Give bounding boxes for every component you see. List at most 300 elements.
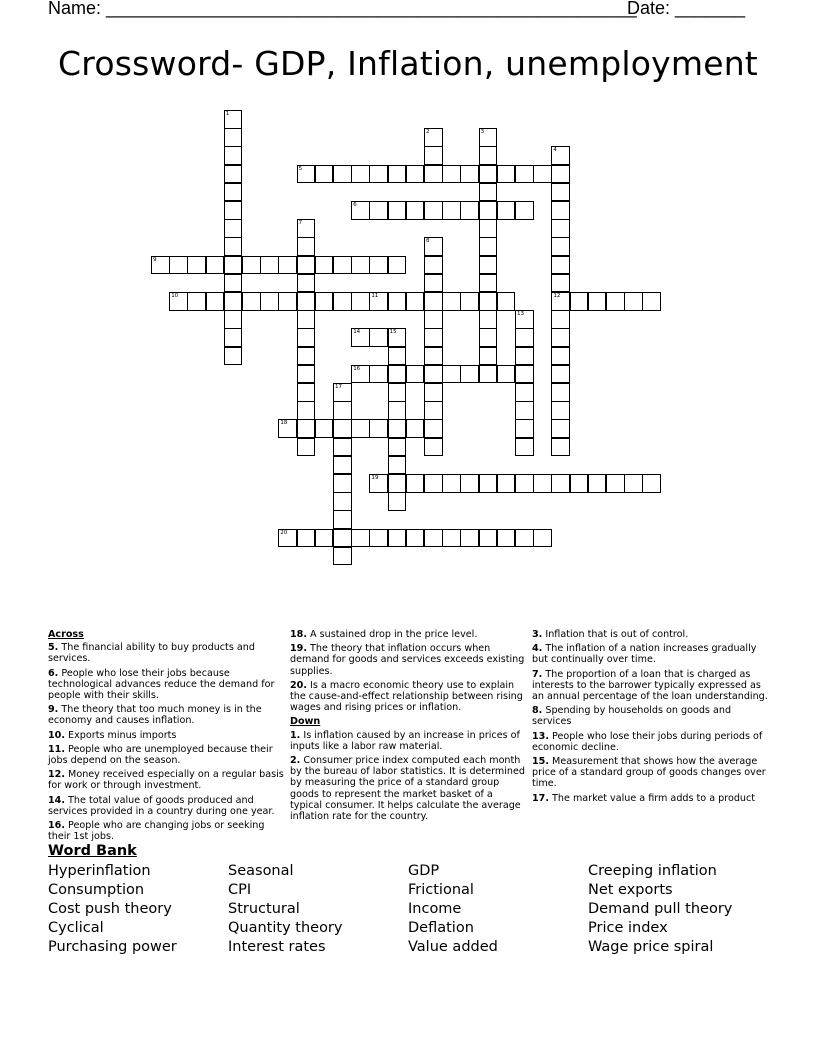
grid-cell[interactable] bbox=[424, 419, 443, 438]
clue bbox=[532, 669, 768, 703]
grid-cell[interactable] bbox=[551, 256, 570, 275]
grid-cell[interactable] bbox=[388, 419, 407, 438]
grid-cell[interactable] bbox=[460, 201, 479, 220]
clue bbox=[290, 680, 526, 714]
clue-text: The financial ability to buy products and services. bbox=[48, 642, 255, 665]
clue-number: 18 bbox=[280, 420, 288, 427]
grid-cell[interactable] bbox=[442, 165, 461, 184]
grid-cell[interactable] bbox=[642, 474, 661, 493]
grid-cell[interactable] bbox=[479, 474, 498, 493]
grid-cell[interactable] bbox=[515, 328, 534, 347]
grid-cell[interactable] bbox=[351, 328, 370, 347]
grid-cell[interactable] bbox=[297, 219, 316, 238]
grid-cell[interactable] bbox=[533, 165, 552, 184]
grid-cell[interactable] bbox=[333, 474, 352, 493]
clue bbox=[48, 642, 284, 664]
grid-cell[interactable] bbox=[388, 456, 407, 475]
grid-cell[interactable] bbox=[406, 365, 425, 384]
clue-text: A sustained drop in the price level. bbox=[307, 629, 478, 640]
grid-cell[interactable] bbox=[388, 529, 407, 548]
grid-cell[interactable] bbox=[515, 310, 534, 329]
grid-cell[interactable] bbox=[315, 165, 334, 184]
grid-cell[interactable] bbox=[187, 256, 206, 275]
grid-cell[interactable] bbox=[388, 474, 407, 493]
grid-cell[interactable] bbox=[351, 529, 370, 548]
grid-cell[interactable] bbox=[369, 529, 388, 548]
page-title: Crossword- GDP, Inflation, unemployment bbox=[58, 44, 758, 83]
grid-cell[interactable] bbox=[224, 219, 243, 238]
grid-cell[interactable] bbox=[369, 328, 388, 347]
grid-cell[interactable] bbox=[388, 365, 407, 384]
grid-cell[interactable] bbox=[369, 474, 388, 493]
clue-number-label: 2. bbox=[290, 755, 301, 767]
grid-cell[interactable] bbox=[406, 529, 425, 548]
grid-cell[interactable] bbox=[369, 419, 388, 438]
clue-text: The theory that too much money is in the economy and causes inflation. bbox=[48, 704, 262, 727]
word-bank-item: Creeping inflation bbox=[588, 863, 717, 879]
grid-cell[interactable] bbox=[606, 474, 625, 493]
clue-number: 16 bbox=[353, 365, 361, 372]
grid-cell[interactable] bbox=[424, 201, 443, 220]
grid-cell[interactable] bbox=[224, 165, 243, 184]
clue-number-label: 18. bbox=[290, 629, 307, 640]
grid-cell[interactable] bbox=[424, 237, 443, 256]
grid-cell[interactable] bbox=[260, 292, 279, 311]
grid-cell[interactable] bbox=[460, 292, 479, 311]
clue-text: People who are unemployed because their jobs depend on the season. bbox=[48, 743, 273, 767]
grid-cell[interactable] bbox=[515, 419, 534, 438]
grid-cell[interactable] bbox=[551, 310, 570, 329]
grid-cell[interactable] bbox=[551, 201, 570, 220]
grid-cell[interactable] bbox=[315, 419, 334, 438]
grid-cell[interactable] bbox=[479, 165, 498, 184]
down-heading: Down bbox=[290, 716, 321, 728]
clues-column-2 bbox=[290, 629, 526, 825]
grid-cell[interactable] bbox=[551, 183, 570, 202]
grid-cell[interactable] bbox=[515, 365, 534, 384]
grid-cell[interactable] bbox=[224, 128, 243, 147]
grid-cell[interactable] bbox=[551, 219, 570, 238]
grid-cell[interactable] bbox=[442, 474, 461, 493]
clue-number: 8 bbox=[426, 238, 430, 245]
grid-cell[interactable] bbox=[551, 401, 570, 420]
grid-cell[interactable] bbox=[479, 183, 498, 202]
clue-number-label: 12. bbox=[48, 769, 65, 781]
grid-cell[interactable] bbox=[297, 274, 316, 293]
word-bank-item: GDP bbox=[408, 863, 440, 879]
word-bank-item: Seasonal bbox=[228, 863, 294, 879]
clue-number: 13 bbox=[517, 311, 524, 318]
clue-text: People who lose their jobs during periods of economic decline. bbox=[532, 730, 763, 753]
grid-cell[interactable] bbox=[333, 419, 352, 438]
grid-cell[interactable] bbox=[497, 165, 516, 184]
grid-cell[interactable] bbox=[169, 292, 188, 311]
grid-cell[interactable] bbox=[570, 474, 589, 493]
grid-cell[interactable] bbox=[588, 292, 607, 311]
clue-text: Money received especially on a regular basis for work or through investment. bbox=[48, 769, 284, 792]
grid-cell[interactable] bbox=[551, 165, 570, 184]
grid-cell[interactable] bbox=[206, 256, 225, 275]
grid-cell[interactable] bbox=[297, 365, 316, 384]
grid-cell[interactable] bbox=[333, 547, 352, 566]
grid-cell[interactable] bbox=[224, 310, 243, 329]
grid-cell[interactable] bbox=[406, 419, 425, 438]
clue-text: The total value of goods produced and services provided in a country during one year. bbox=[48, 794, 275, 817]
word-bank-item: CPI bbox=[228, 882, 252, 898]
grid-cell[interactable] bbox=[460, 474, 479, 493]
grid-cell[interactable] bbox=[515, 383, 534, 402]
grid-cell[interactable] bbox=[151, 256, 170, 275]
grid-cell[interactable] bbox=[515, 201, 534, 220]
grid-cell[interactable] bbox=[169, 256, 188, 275]
grid-cell[interactable] bbox=[224, 347, 243, 366]
clue-text: The inflation of a nation increases gradually but continually over time. bbox=[532, 643, 757, 666]
clue-number-label: 6. bbox=[48, 667, 59, 679]
grid-cell[interactable] bbox=[424, 474, 443, 493]
grid-cell[interactable] bbox=[369, 365, 388, 384]
word-bank-item: Price index bbox=[588, 920, 668, 936]
grid-cell[interactable] bbox=[424, 383, 443, 402]
word-bank-item: Interest rates bbox=[228, 939, 326, 955]
grid-cell[interactable] bbox=[333, 256, 352, 275]
clue bbox=[532, 731, 768, 753]
clue bbox=[290, 730, 526, 752]
clue-number: 10 bbox=[171, 293, 179, 299]
word-bank-item: Cyclical bbox=[48, 920, 104, 936]
grid-cell[interactable] bbox=[624, 292, 643, 311]
clue-text: The market value a firm adds to a product bbox=[549, 792, 756, 804]
word-bank-item: Wage price spiral bbox=[588, 939, 714, 955]
clue-number-label: 7. bbox=[532, 668, 543, 680]
grid-cell[interactable] bbox=[278, 292, 297, 311]
clue-number: 4 bbox=[553, 147, 557, 154]
clue-number-label: 1. bbox=[290, 729, 301, 741]
grid-cell[interactable] bbox=[479, 201, 498, 220]
clue bbox=[290, 629, 526, 640]
grid-cell[interactable] bbox=[642, 292, 661, 311]
grid-cell[interactable] bbox=[570, 292, 589, 311]
grid-cell[interactable] bbox=[515, 401, 534, 420]
grid-cell[interactable] bbox=[242, 256, 261, 275]
grid-cell[interactable] bbox=[479, 128, 498, 147]
grid-cell[interactable] bbox=[460, 165, 479, 184]
grid-cell[interactable] bbox=[388, 347, 407, 366]
clue-text: Spending by households on goods and services bbox=[532, 705, 732, 728]
grid-cell[interactable] bbox=[424, 438, 443, 457]
clue-number: 7 bbox=[298, 220, 303, 227]
grid-cell[interactable] bbox=[515, 438, 534, 457]
clue bbox=[48, 704, 284, 726]
grid-cell[interactable] bbox=[551, 292, 570, 311]
grid-cell[interactable] bbox=[369, 256, 388, 275]
clue-number-label: 13. bbox=[532, 730, 549, 742]
grid-cell[interactable] bbox=[297, 256, 316, 275]
grid-cell[interactable] bbox=[424, 365, 443, 384]
grid-cell[interactable] bbox=[388, 292, 407, 311]
grid-cell[interactable] bbox=[369, 292, 388, 311]
clue-number-label: 16. bbox=[48, 820, 65, 832]
grid-cell[interactable] bbox=[333, 456, 352, 475]
grid-cell[interactable] bbox=[497, 474, 516, 493]
clue bbox=[532, 705, 768, 727]
clue bbox=[290, 755, 526, 822]
grid-cell[interactable] bbox=[224, 237, 243, 256]
clue-text: Exports minus imports bbox=[65, 729, 177, 741]
grid-cell[interactable] bbox=[388, 256, 407, 275]
grid-cell[interactable] bbox=[315, 256, 334, 275]
grid-cell[interactable] bbox=[551, 474, 570, 493]
grid-cell[interactable] bbox=[333, 492, 352, 511]
grid-cell[interactable] bbox=[497, 529, 516, 548]
grid-cell[interactable] bbox=[442, 201, 461, 220]
grid-cell[interactable] bbox=[479, 256, 498, 275]
word-bank-item: Quantity theory bbox=[228, 920, 343, 936]
grid-cell[interactable] bbox=[479, 146, 498, 165]
clue-number-label: 11. bbox=[48, 743, 65, 755]
grid-cell[interactable] bbox=[551, 274, 570, 293]
clue-number-label: 20. bbox=[290, 679, 307, 691]
grid-cell[interactable] bbox=[297, 383, 316, 402]
grid-cell[interactable] bbox=[515, 529, 534, 548]
clue-text: Is inflation caused by an increase in prices of inputs like a labor raw material. bbox=[290, 729, 520, 752]
clue-number-label: 9. bbox=[48, 704, 59, 716]
word-bank-item: Hyperinflation bbox=[48, 863, 151, 879]
across-heading: Across bbox=[48, 629, 84, 640]
date-field: Date: _______ bbox=[627, 0, 746, 18]
grid-cell[interactable] bbox=[260, 256, 279, 275]
grid-cell[interactable] bbox=[333, 401, 352, 420]
grid-cell[interactable] bbox=[333, 438, 352, 457]
grid-cell[interactable] bbox=[479, 237, 498, 256]
clue-text: Inflation that is out of control. bbox=[542, 629, 689, 640]
grid-cell[interactable] bbox=[406, 165, 425, 184]
grid-cell[interactable] bbox=[533, 529, 552, 548]
grid-cell[interactable] bbox=[369, 201, 388, 220]
grid-cell[interactable] bbox=[297, 165, 316, 184]
word-bank-item: Deflation bbox=[408, 920, 474, 936]
grid-cell[interactable] bbox=[297, 419, 316, 438]
clues-column-1 bbox=[48, 629, 284, 845]
grid-cell[interactable] bbox=[351, 292, 370, 311]
word-bank-item: Frictional bbox=[408, 882, 474, 898]
name-field: Name: _____________________________________________________ bbox=[48, 0, 637, 18]
clue-number: 5 bbox=[298, 165, 303, 172]
grid-cell[interactable] bbox=[388, 438, 407, 457]
grid-cell[interactable] bbox=[297, 347, 316, 366]
grid-cell[interactable] bbox=[224, 274, 243, 293]
grid-cell[interactable] bbox=[224, 292, 243, 311]
grid-cell[interactable] bbox=[533, 474, 552, 493]
clue-number-label: 4. bbox=[532, 643, 543, 655]
grid-cell[interactable] bbox=[224, 201, 243, 220]
clue-number: 9 bbox=[153, 256, 157, 263]
grid-cell[interactable] bbox=[406, 474, 425, 493]
grid-cell[interactable] bbox=[333, 529, 352, 548]
grid-cell[interactable] bbox=[606, 292, 625, 311]
grid-cell[interactable] bbox=[551, 328, 570, 347]
clue bbox=[48, 730, 284, 741]
grid-cell[interactable] bbox=[297, 237, 316, 256]
grid-cell[interactable] bbox=[388, 165, 407, 184]
word-bank-item: Structural bbox=[228, 901, 300, 917]
clue bbox=[48, 744, 284, 766]
grid-cell[interactable] bbox=[551, 383, 570, 402]
grid-cell[interactable] bbox=[479, 292, 498, 311]
grid-cell[interactable] bbox=[388, 201, 407, 220]
grid-cell[interactable] bbox=[515, 474, 534, 493]
grid-cell[interactable] bbox=[388, 492, 407, 511]
grid-cell[interactable] bbox=[351, 365, 370, 384]
grid-cell[interactable] bbox=[424, 347, 443, 366]
grid-cell[interactable] bbox=[315, 529, 334, 548]
clue-number: 15 bbox=[389, 329, 397, 336]
grid-cell[interactable] bbox=[424, 328, 443, 347]
grid-cell[interactable] bbox=[479, 219, 498, 238]
clue-number: 20 bbox=[280, 529, 288, 536]
grid-cell[interactable] bbox=[497, 292, 516, 311]
grid-cell[interactable] bbox=[388, 383, 407, 402]
grid-cell[interactable] bbox=[624, 474, 643, 493]
grid-cell[interactable] bbox=[479, 328, 498, 347]
clue-number: 17 bbox=[335, 384, 342, 390]
clue-number-label: 3. bbox=[532, 629, 543, 640]
word-bank-item: Demand pull theory bbox=[588, 901, 733, 917]
grid-cell[interactable] bbox=[442, 529, 461, 548]
grid-cell[interactable] bbox=[515, 347, 534, 366]
grid-cell[interactable] bbox=[442, 365, 461, 384]
word-bank-item: Income bbox=[408, 901, 462, 917]
grid-cell[interactable] bbox=[333, 292, 352, 311]
word-bank-title: Word Bank bbox=[48, 843, 137, 859]
grid-cell[interactable] bbox=[424, 529, 443, 548]
grid-cell[interactable] bbox=[479, 274, 498, 293]
grid-cell[interactable] bbox=[297, 292, 316, 311]
grid-cell[interactable] bbox=[278, 419, 297, 438]
grid-cell[interactable] bbox=[333, 383, 352, 402]
clue-number-label: 19. bbox=[290, 643, 307, 655]
grid-cell[interactable] bbox=[224, 328, 243, 347]
grid-cell[interactable] bbox=[224, 146, 243, 165]
grid-cell[interactable] bbox=[424, 146, 443, 165]
word-bank-item: Value added bbox=[408, 939, 498, 955]
grid-cell[interactable] bbox=[242, 292, 261, 311]
grid-cell[interactable] bbox=[479, 347, 498, 366]
clue-number: 3 bbox=[480, 129, 485, 136]
clue-number: 11 bbox=[371, 293, 379, 299]
clue-number-label: 17. bbox=[532, 792, 549, 804]
grid-cell[interactable] bbox=[424, 401, 443, 420]
clue-text: The theory that inflation occurs when demand for goods and services exceeds existing supplies. bbox=[290, 643, 525, 677]
grid-cell[interactable] bbox=[588, 474, 607, 493]
clues-column-3 bbox=[532, 629, 768, 807]
word-bank-item: Cost push theory bbox=[48, 901, 172, 917]
grid-cell[interactable] bbox=[224, 110, 243, 129]
clue-number-label: 10. bbox=[48, 729, 65, 741]
grid-cell[interactable] bbox=[497, 365, 516, 384]
grid-cell[interactable] bbox=[351, 256, 370, 275]
word-bank-item: Net exports bbox=[588, 882, 673, 898]
grid-cell[interactable] bbox=[406, 201, 425, 220]
grid-cell[interactable] bbox=[297, 401, 316, 420]
clue-text: People who lose their jobs because technological advances reduce the demand for people with their skills. bbox=[48, 667, 275, 702]
clue bbox=[532, 756, 768, 790]
grid-cell[interactable] bbox=[369, 165, 388, 184]
clue-text: Measurement that shows how the average price of a standard group of goods changes over time. bbox=[532, 756, 766, 790]
grid-cell[interactable] bbox=[224, 256, 243, 275]
clue bbox=[532, 629, 768, 640]
clue bbox=[290, 643, 526, 677]
clue-text: Is a macro economic theory use to explain the cause-and-effect relationship between rising wages and rising prices or inflation. bbox=[290, 679, 523, 714]
grid-cell[interactable] bbox=[497, 201, 516, 220]
clue-number-label: 15. bbox=[532, 756, 549, 768]
clue bbox=[48, 769, 284, 791]
grid-cell[interactable] bbox=[424, 310, 443, 329]
grid-cell[interactable] bbox=[297, 328, 316, 347]
grid-cell[interactable] bbox=[388, 328, 407, 347]
grid-cell[interactable] bbox=[388, 401, 407, 420]
clue bbox=[48, 795, 284, 817]
grid-cell[interactable] bbox=[278, 256, 297, 275]
grid-cell[interactable] bbox=[424, 292, 443, 311]
word-bank-item: Consumption bbox=[48, 882, 145, 898]
grid-cell[interactable] bbox=[551, 419, 570, 438]
grid-cell[interactable] bbox=[479, 365, 498, 384]
clue-number: 6 bbox=[353, 202, 357, 208]
grid-cell[interactable] bbox=[551, 365, 570, 384]
grid-cell[interactable] bbox=[333, 165, 352, 184]
grid-cell[interactable] bbox=[515, 165, 534, 184]
clue bbox=[48, 668, 284, 702]
clue-number: 14 bbox=[353, 329, 361, 336]
clue-number-label: 14. bbox=[48, 794, 65, 806]
grid-cell[interactable] bbox=[479, 310, 498, 329]
grid-cell[interactable] bbox=[551, 146, 570, 165]
grid-cell[interactable] bbox=[351, 165, 370, 184]
grid-cell[interactable] bbox=[551, 347, 570, 366]
clue-number-label: 8. bbox=[532, 705, 543, 717]
word-bank-item: Purchasing power bbox=[48, 939, 177, 955]
grid-cell[interactable] bbox=[551, 237, 570, 256]
grid-cell[interactable] bbox=[460, 529, 479, 548]
grid-cell[interactable] bbox=[351, 201, 370, 220]
grid-cell[interactable] bbox=[551, 438, 570, 457]
grid-cell[interactable] bbox=[424, 274, 443, 293]
grid-cell[interactable] bbox=[333, 510, 352, 529]
grid-cell[interactable] bbox=[442, 292, 461, 311]
grid-cell[interactable] bbox=[297, 438, 316, 457]
grid-cell[interactable] bbox=[278, 529, 297, 548]
grid-cell[interactable] bbox=[297, 310, 316, 329]
grid-cell[interactable] bbox=[424, 256, 443, 275]
grid-cell[interactable] bbox=[424, 165, 443, 184]
clue-text: People who are changing jobs or seeking their 1st jobs. bbox=[48, 820, 265, 843]
grid-cell[interactable] bbox=[315, 292, 334, 311]
grid-cell[interactable] bbox=[460, 365, 479, 384]
clue-text: Consumer price index computed each month by the bureau of labor statistics. It is determined by measuring the price of a standard group goods to represent the market basket of a typical consumer. It helps calculate the average inflation rate for the country. bbox=[290, 755, 525, 823]
grid-cell[interactable] bbox=[351, 419, 370, 438]
clue-number-label: 5. bbox=[48, 642, 59, 654]
clue bbox=[48, 820, 284, 842]
grid-cell[interactable] bbox=[479, 529, 498, 548]
grid-cell[interactable] bbox=[187, 292, 206, 311]
grid-cell[interactable] bbox=[206, 292, 225, 311]
grid-cell[interactable] bbox=[406, 292, 425, 311]
grid-cell[interactable] bbox=[424, 128, 443, 147]
clue-number: 19 bbox=[371, 475, 379, 481]
grid-cell[interactable] bbox=[224, 183, 243, 202]
grid-cell[interactable] bbox=[297, 529, 316, 548]
clue-number: 12 bbox=[553, 293, 561, 299]
